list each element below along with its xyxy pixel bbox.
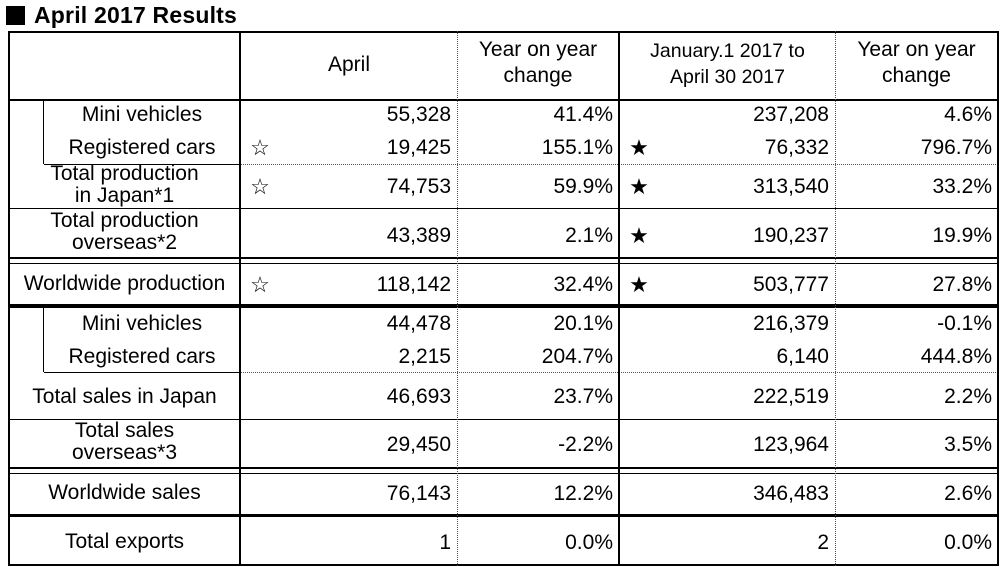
cell-yoy-april: 41.4% <box>553 103 613 126</box>
cell-yoy-cumulative: 2.2% <box>944 385 992 408</box>
table-border-bottom <box>8 564 998 566</box>
cell-yoy-april: 23.7% <box>553 385 613 408</box>
cell-april: 76,143 <box>386 482 451 505</box>
cell-yoy-cumulative: 33.2% <box>932 175 992 198</box>
header-yoy-april <box>458 37 618 89</box>
cell-yoy-cumulative: 19.9% <box>932 224 992 247</box>
cell-cumulative: 237,208 <box>753 103 829 126</box>
cell-yoy-april: 2.1% <box>565 224 613 247</box>
cell-april: 29,450 <box>386 433 451 456</box>
cell-cumulative: 76,332 <box>764 136 829 159</box>
header-april: April <box>327 53 370 76</box>
cell-april: 55,328 <box>386 103 451 126</box>
cell-yoy-april: 59.9% <box>553 175 613 198</box>
cell-yoy-april: 155.1% <box>541 136 613 159</box>
header-line: April 30 2017 <box>670 66 785 88</box>
table-border-top <box>8 31 998 33</box>
cell-cumulative: 313,540 <box>753 175 829 198</box>
row-label <box>10 420 239 464</box>
cell-yoy-cumulative: 27.8% <box>932 273 992 296</box>
filled-star-icon: ★ <box>629 174 649 199</box>
open-star-icon: ☆ <box>250 272 270 297</box>
row-label-line: Total production <box>50 162 199 185</box>
header-line: change <box>882 64 951 87</box>
row-label <box>10 163 239 207</box>
filled-star-icon: ★ <box>629 272 649 297</box>
cell-yoy-cumulative: 2.6% <box>944 482 992 505</box>
filled-star-icon: ★ <box>629 135 649 160</box>
open-star-icon: ☆ <box>250 135 270 160</box>
cell-yoy-april: 204.7% <box>541 345 613 368</box>
cell-cumulative: 2 <box>817 531 829 554</box>
row-label-line: in Japan*1 <box>74 184 175 207</box>
row-label-line: overseas*3 <box>71 441 178 464</box>
cell-yoy-cumulative: 4.6% <box>944 103 992 126</box>
row-label-line: Total production <box>50 209 199 232</box>
cell-april: 2,215 <box>398 345 451 368</box>
cell-april: 74,753 <box>386 175 451 198</box>
row-label: Total sales in Japan <box>32 385 217 408</box>
header-line: change <box>503 64 573 87</box>
filled-star-icon: ★ <box>629 223 649 248</box>
table-border-right <box>997 31 999 566</box>
row-divider <box>44 372 240 373</box>
row-divider <box>8 257 998 259</box>
cell-april: 19,425 <box>386 136 451 159</box>
cell-cumulative: 503,777 <box>753 273 829 296</box>
cell-cumulative: 123,964 <box>753 433 829 456</box>
row-divider <box>8 467 998 469</box>
row-label <box>10 210 239 254</box>
row-label-line: Total sales <box>74 419 175 442</box>
header-line: Year on year <box>857 38 976 61</box>
cell-april: 44,478 <box>386 312 451 335</box>
cell-cumulative: 6,140 <box>776 345 829 368</box>
section-divider <box>8 304 998 308</box>
open-star-icon: ☆ <box>250 174 270 199</box>
row-label: Mini vehicles <box>81 103 203 126</box>
cell-yoy-cumulative: 796.7% <box>920 136 992 159</box>
title-text: April 2017 Results <box>34 2 238 28</box>
row-label: Registered cars <box>68 345 216 368</box>
cell-april: 118,142 <box>376 273 451 296</box>
cell-april: 43,389 <box>386 224 451 247</box>
row-label: Total exports <box>64 530 185 553</box>
header-line: January.1 2017 to <box>650 40 805 62</box>
cell-cumulative: 222,519 <box>753 385 829 408</box>
header-divider <box>8 99 998 101</box>
cell-yoy-april: 32.4% <box>553 273 613 296</box>
header-line: Year on year <box>478 38 598 61</box>
row-divider <box>8 514 998 517</box>
row-label: Worldwide production <box>23 272 226 295</box>
cell-cumulative: 190,237 <box>753 224 829 247</box>
cell-cumulative: 216,379 <box>753 312 829 335</box>
cell-cumulative: 346,483 <box>753 482 829 505</box>
cell-yoy-april: 20.1% <box>553 312 613 335</box>
cell-yoy-april: 12.2% <box>553 482 613 505</box>
cell-yoy-cumulative: -0.1% <box>937 312 992 335</box>
row-label: Mini vehicles <box>81 312 203 335</box>
cell-yoy-cumulative: 3.5% <box>944 433 992 456</box>
cell-yoy-april: 0.0% <box>565 531 613 554</box>
cell-yoy-april: -2.2% <box>558 433 613 456</box>
row-label: Worldwide sales <box>48 481 201 504</box>
row-divider <box>8 473 998 474</box>
cell-april: 1 <box>439 531 451 554</box>
row-label: Registered cars <box>68 136 216 159</box>
header-cumulative <box>620 38 835 90</box>
row-divider <box>8 263 998 264</box>
cell-yoy-cumulative: 0.0% <box>944 531 992 554</box>
cell-april: 46,693 <box>386 385 451 408</box>
header-yoy-cumulative <box>836 37 997 89</box>
row-label-line: overseas*2 <box>71 231 178 254</box>
cell-yoy-cumulative: 444.8% <box>920 345 992 368</box>
